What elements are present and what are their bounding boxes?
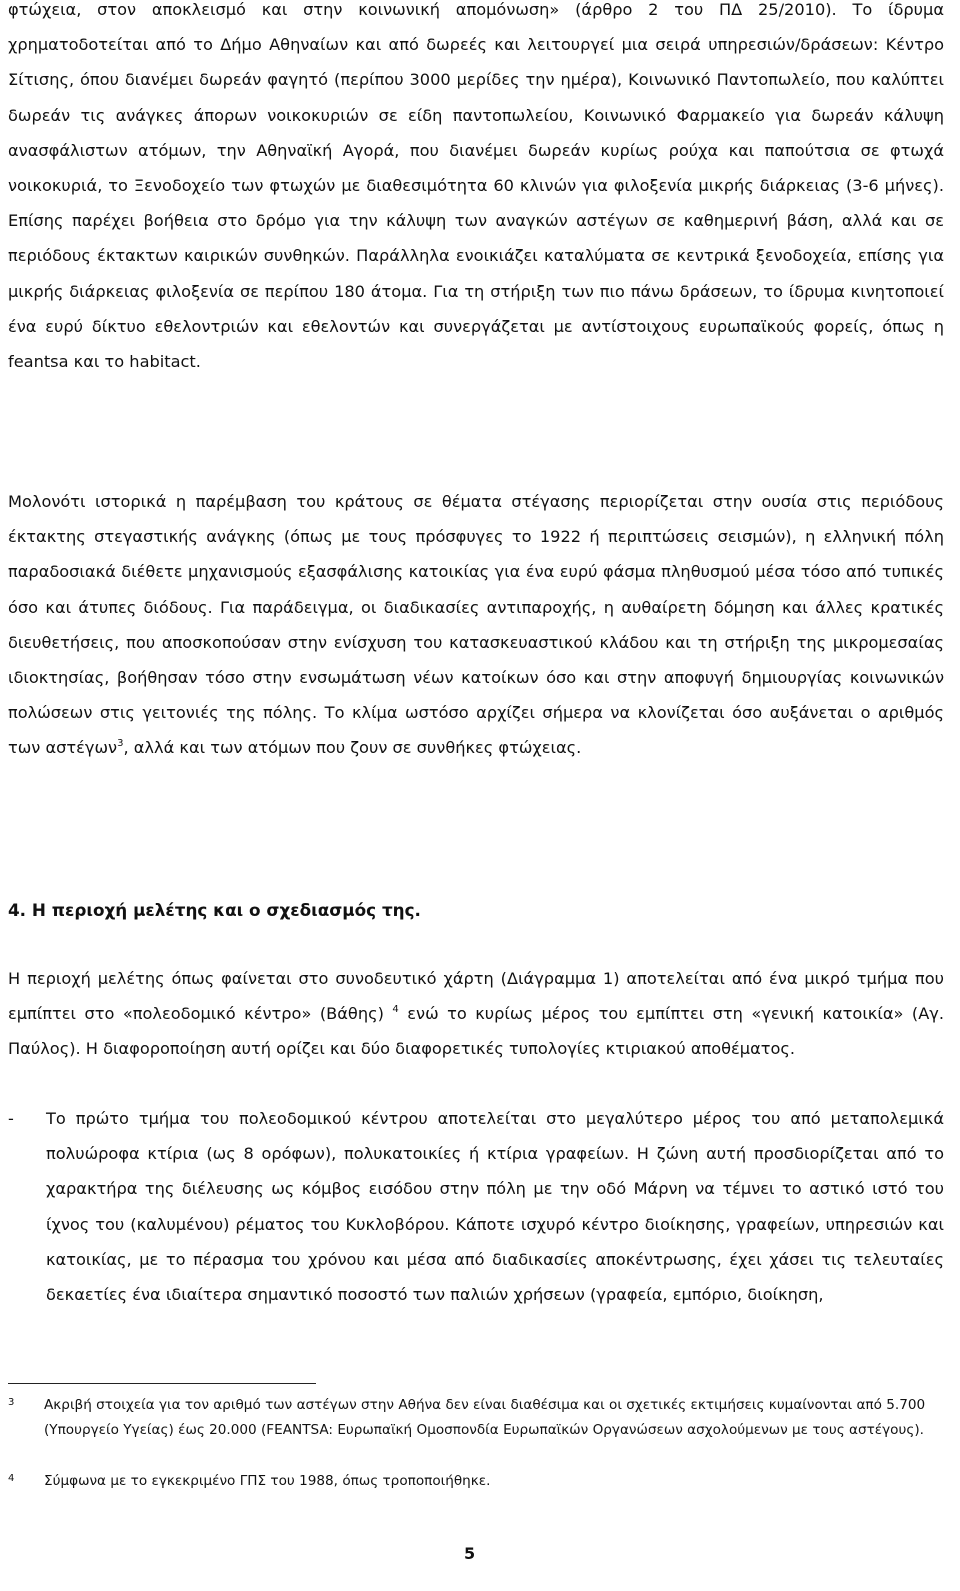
footnote-number: 3: [8, 1397, 15, 1408]
paragraph-text: Η περιοχή μελέτης όπως φαίνεται στο συνοδευτικό χάρτη (Διάγραμμα 1) αποτελείται από ένα μικρό τμήμα που εμπίπτει στο «πολεοδομικό κέντρο» (Βάθης): [8, 969, 944, 1024]
paragraph-foundation-services: φτώχεια, στον αποκλεισμό και στην κοινωνική απομόνωση» (άρθρο 2 του ΠΔ 25/2010). Το ίδρυμα χρηματοδοτείται από το Δήμο Αθηναίων και από δωρεές και λειτουργεί μια σειρά υπηρεσιών/δράσεων: Κέντρο Σίτισης, όπου διανέμει δωρεάν φαγητό (περίπου 3000 μερίδες την ημέρα), Κοινωνικό Παντοπωλείο, που καλύπτει δωρεάν τις ανάγκες άπορων νοικοκυριών σε είδη παντοπωλείου, Κοινωνικό Φαρμακείο για δωρεάν κάλυψη ανασφάλιστων ατόμων, την Αθηναϊκή Αγορά, που διανέμει δωρεάν κυρίως ρούχα και παπούτσια σε φτωχά νοικοκυριά, το Ξενοδοχείο των φτωχών με διαθεσιμότητα 60 κλινών για φιλοξενία μικρής διάρκειας (3-6 μήνες). Επίσης παρέχει βοήθεια στο δρόμο για την κάλυψη των αναγκών αστέγων σε καθημερινή βάση, αλλά και σε περιόδους έκτακτων καιρικών συνθηκών. Παράλληλα ενοικιάζει καταλύματα σε κεντρικά ξενοδοχεία, επίσης για μικρής διάρκειας φιλοξενία σε περίπου 180 άτομα. Για τη στήριξη των πιο πάνω δράσεων, το ίδρυμα κινητοποιεί ένα ευρύ δίκτυο εθελοντριών και εθελοντών και συνεργάζεται με αντίστοιχους ευρωπαϊκούς φορείς, όπως η feantsa και το habitact.: [8, 0, 944, 372]
paragraph-text: Μολονότι ιστορικά η παρέμβαση του κράτους σε θέματα στέγασης περιορίζεται στην ουσία στις περιόδους έκτακτης στεγαστικής ανάγκης (όπως με τους πρόσφυγες το 1922 ή περιπτώσεις σεισμών), η ελληνική πόλη παραδοσιακά διέθετε μηχανισμούς εξασφάλισης κατοικίας για ένα ευρύ φάσμα πληθυσμού μέσα τόσο από τυπικές όσο και άτυπες διόδους. Για παράδειγμα, οι διαδικασίες αντιπαροχής, η αυθαίρετη δόμηση και άλλες κρατικές διευθετήσεις, που αποσκοπούσαν στην ενίσχυση του κατασκευαστικού κλάδου και τη στήριξη της μικρομεσαίας ιδιοκτησίας, βοήθησαν τόσο στην ενσωμάτωση νέων κατοίκων όσο και στην αποφυγή δημιουργίας κοινωνικών πολώσεων στις γειτονιές της πόλης. Το κλίμα ωστόσο αρχίζει σήμερα να κλονίζεται όσο αυξάνεται ο αριθμός των αστέγων: [8, 492, 944, 758]
paragraph-study-area: [8, 961, 944, 1067]
bullet-text: Το πρώτο τμήμα του πολεοδομικού κέντρου αποτελείται στο μεγαλύτερο μέρος του από μεταπολεμικά πολυώροφα κτίρια (ως 8 ορόφων), πολυκατοικίες ή κτίρια γραφείων. Η ζώνη αυτή προσδιορίζεται από το χαρακτήρα της διέλευσης ως κόμβος εισόδου στην πόλη με την οδό Μάρνη να τέμνει το αστικό ιστό του ίχνος του (καλυμένου) ρέματος του Κυκλοβόρου. Κάποτε ισχυρό κέντρο διοίκησης, γραφείων, υπηρεσιών και κατοικίας, με το πέρασμα του χρόνου και μέσα από διαδικασίες αποκέντρωσης, έχει χάσει τις τελευταίες δεκαετίες ένα ιδιαίτερα σημαντικό ποσοστό των παλιών χρήσεων (γραφεία, εμπόριο, διοίκηση,: [46, 1109, 944, 1305]
footnote-text: Σύμφωνα με το εγκεκριμένο ΓΠΣ του 1988, όπως τροποποιήθηκε.: [44, 1473, 491, 1489]
paragraph-text: , αλλά και των ατόμων που ζουν σε συνθήκες φτώχειας.: [123, 738, 582, 758]
paragraph-text: ενώ το κυρίως μέρος του εμπίπτει στη «γενική κατοικία» (Αγ. Παύλος). Η διαφοροποίηση αυτή ορίζει και δύο διαφορετικές τυπολογίες κτιριακού αποθέματος.: [8, 1004, 944, 1059]
paragraph-state-housing: [8, 484, 944, 766]
footnote-ref-3[interactable]: 3: [117, 738, 124, 750]
footnote-separator: [8, 1383, 316, 1384]
page-number: 5: [464, 1544, 476, 1563]
section-heading: 4. Η περιοχή μελέτης και ο σχεδιασμός της.: [8, 900, 421, 920]
footnote-ref-4[interactable]: 4: [392, 1004, 399, 1016]
footnote-number: 4: [8, 1473, 15, 1484]
footnote-text: Ακριβή στοιχεία για τον αριθμό των αστέγων στην Αθήνα δεν είναι διαθέσιμα και οι σχετικές εκτιμήσεις κυμαίνονται από 5.700 (Υπουργείο Υγείας) έως 20.000 (FEANTSA: Ευρωπαϊκή Ομοσπονδία Ευρωπαϊκών Οργανώσεων ασχολούμενων με τους αστέγους).: [44, 1397, 926, 1438]
bullet-dash: -: [8, 1109, 14, 1128]
